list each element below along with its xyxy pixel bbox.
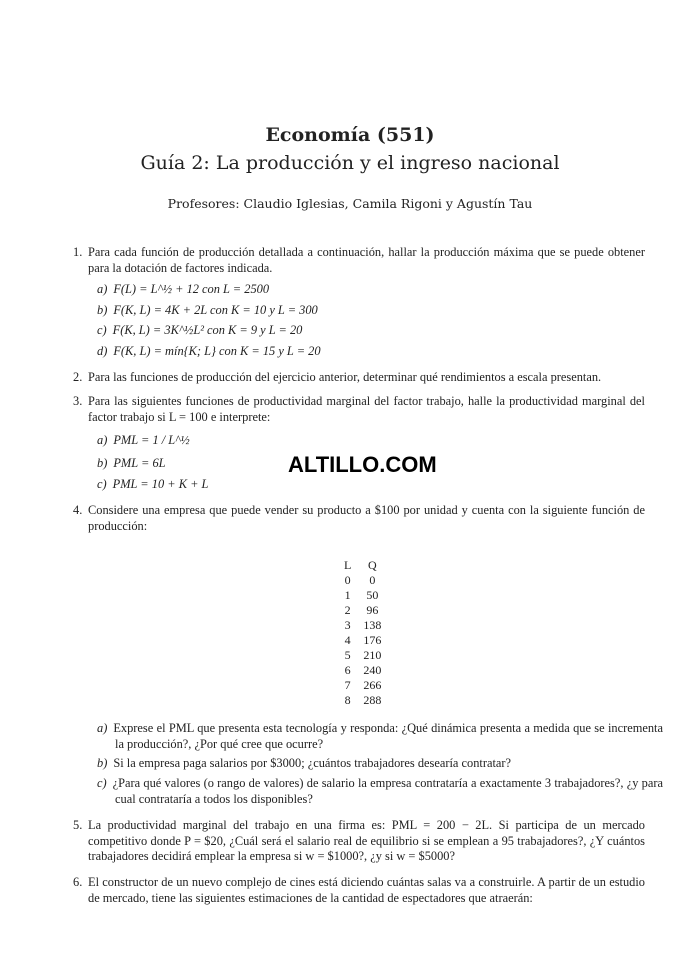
table-cell: 7 <box>344 678 351 692</box>
table-row <box>338 633 387 648</box>
q4-item-c <box>97 776 663 807</box>
table-cell: 6 <box>344 663 351 677</box>
q3-number: 3. <box>73 394 83 408</box>
table-cell: 3 <box>344 618 351 632</box>
table-cell: 288 <box>363 693 382 707</box>
q1-number: 1. <box>73 245 83 259</box>
table-row <box>338 603 387 618</box>
q3-item-c <box>97 477 208 493</box>
table-cell: 0 <box>344 573 351 587</box>
table-cell: 4 <box>344 633 351 647</box>
q6-number: 6. <box>73 875 83 889</box>
q1-item-a <box>97 282 269 298</box>
item-text: F(K, L) = 3K^½L² con K = 9 y L = 20 <box>112 323 303 337</box>
table-cell: 1 <box>344 588 351 602</box>
q2-text: Para las funciones de producción del ejercicio anterior, determinar qué rendimientos a escala presentan. <box>88 370 602 384</box>
watermark: ALTILLO.COM <box>288 452 437 477</box>
q1-item-c <box>97 323 302 339</box>
table-cell: 176 <box>363 633 382 647</box>
item-text: PML = 10 + K + L <box>112 477 209 491</box>
q1-text: Para cada función de producción detallada a continuación, hallar la producción máxima que se puede obtener para la dotación de factores indicada. <box>88 245 645 275</box>
q1-item-d <box>97 344 321 360</box>
item-text: F(K, L) = 4K + 2L con K = 10 y L = 300 <box>113 303 318 317</box>
table-cell: 210 <box>363 648 382 662</box>
table-row <box>338 693 387 708</box>
q2-number: 2. <box>73 370 83 384</box>
table-row <box>338 588 387 603</box>
item-text: F(L) = L^½ + 12 con L = 2500 <box>113 282 270 296</box>
item-label: c) <box>97 323 107 337</box>
table-row <box>338 648 387 663</box>
professors: Profesores: Claudio Iglesias, Camila Rigoni y Agustín Tau <box>167 196 533 211</box>
q5-text: La productividad marginal del trabajo en una firma es: PML = 200 − 2L. Si participa de un mercado competitivo donde P = $20, ¿Cuál será el salario real de equilibrio si se emplean a 95 trabajadores?, ¿Y cuántos trabajadores decidirá emplear la empresa si w = $1000?, ¿y si w = $5000? <box>88 818 645 863</box>
table-row <box>338 618 387 633</box>
table-cell: 138 <box>363 618 382 632</box>
header-L: L <box>344 558 352 572</box>
table-cell: 5 <box>344 648 351 662</box>
header-Q: Q <box>368 558 377 572</box>
item-text: PML = 1 / L^½ <box>113 433 190 447</box>
q4-text: Considere una empresa que puede vender su producto a $100 por unidad y cuenta con la siguiente función de producción: <box>88 503 645 533</box>
item-label: b) <box>97 756 108 770</box>
q3-item-a <box>97 433 190 449</box>
q4-number: 4. <box>73 503 83 517</box>
q1-item-b <box>97 303 318 319</box>
item-text: ¿Para qué valores (o rango de valores) de salario la empresa contrataría a exactamente 3 trabajadores?, ¿y para cual contrataría a todos los disponibles? <box>112 776 663 806</box>
table-cell: 266 <box>363 678 382 692</box>
table-cell: 8 <box>344 693 351 707</box>
item-text: Si la empresa paga salarios por $3000; ¿cuántos trabajadores desearía contratar? <box>113 756 512 770</box>
table-cell: 2 <box>344 603 351 617</box>
q3-text: Para las siguientes funciones de productividad marginal del factor trabajo, halle la productividad marginal del factor trabajo si L = 100 e interprete: <box>88 394 645 424</box>
table-row <box>338 663 387 678</box>
item-label: d) <box>97 344 108 358</box>
table-cell: 96 <box>366 603 379 617</box>
q3-item-b <box>97 456 166 472</box>
table-cell: 50 <box>366 588 379 602</box>
item-label: b) <box>97 456 108 470</box>
item-label: a) <box>97 433 108 447</box>
item-text: PML = 6L <box>113 456 166 470</box>
table-cell: 240 <box>363 663 382 677</box>
item-label: b) <box>97 303 108 317</box>
q5-number: 5. <box>73 818 83 832</box>
item-text: F(K, L) = mín{K; L} con K = 15 y L = 20 <box>113 344 321 358</box>
q4-item-a <box>97 721 663 752</box>
item-label: c) <box>97 776 107 790</box>
item-label: c) <box>97 477 107 491</box>
table-header <box>338 558 387 573</box>
production-table <box>338 558 387 708</box>
table-row <box>338 678 387 693</box>
course-title: Economía (551) <box>265 124 435 146</box>
item-label: a) <box>97 282 108 296</box>
q4-item-b <box>97 756 511 772</box>
item-label: a) <box>97 721 108 735</box>
table-cell: 0 <box>369 573 376 587</box>
guide-title: Guía 2: La producción y el ingreso nacional <box>140 152 560 174</box>
table-row <box>338 573 387 588</box>
item-text: Exprese el PML que presenta esta tecnología y responda: ¿Qué dinámica presenta a medida que se incrementa la producción?, ¿Por qué cree que ocurre? <box>113 721 663 751</box>
q6-text: El constructor de un nuevo complejo de cines está diciendo cuántas salas va a construirle. A partir de un estudio de mercado, tiene las siguientes estimaciones de la cantidad de espectadores que atraerán: <box>88 875 645 905</box>
